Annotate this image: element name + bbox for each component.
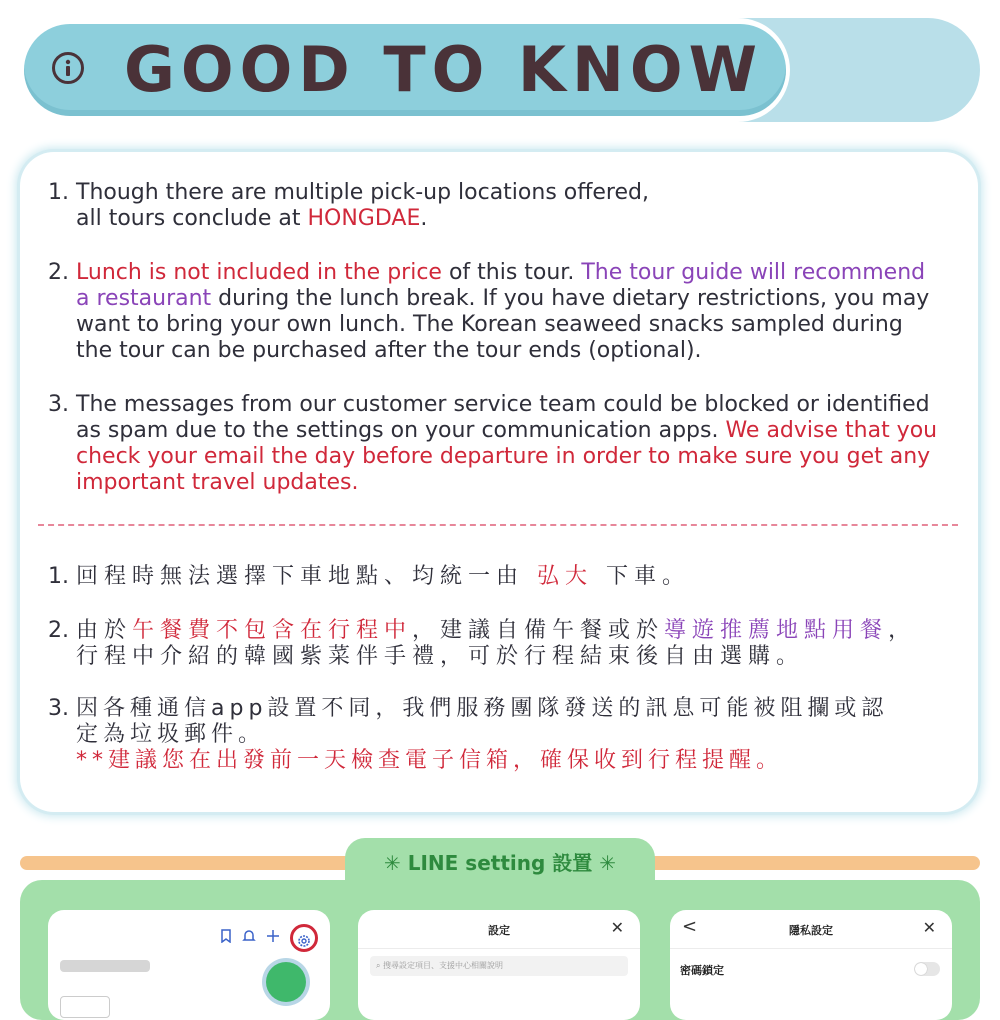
- gear-icon[interactable]: [290, 924, 318, 952]
- item-number: 2.: [48, 260, 69, 285]
- body-text: 回程時無法選擇下車地點、均統一由: [76, 564, 537, 589]
- item-number: 3.: [48, 696, 69, 721]
- profile-name-placeholder: [60, 960, 150, 972]
- red-highlight-text: We advise that you: [725, 418, 938, 443]
- item-text: [76, 618, 948, 670]
- body-text: The messages from our customer service team could be blocked or identified: [76, 392, 930, 417]
- item-text: [76, 696, 948, 774]
- close-icon[interactable]: ✕: [922, 918, 936, 937]
- item-number: 1.: [48, 180, 69, 205]
- red-highlight-text: 弘大: [537, 564, 594, 589]
- back-icon[interactable]: <: [682, 916, 698, 937]
- body-text: 由於: [76, 618, 133, 643]
- body-text: all tours conclude at: [76, 206, 308, 231]
- body-text: 行程中介紹的韓國紫菜伴手禮，可於行程結束後自由選購。: [76, 644, 805, 669]
- body-text: 因各種通信app設置不同，我們服務團隊發送的訊息可能被阻攔或認: [76, 696, 889, 721]
- passcode-lock-toggle[interactable]: [914, 962, 940, 976]
- item-text: [76, 392, 948, 496]
- bookmark-icon[interactable]: [220, 929, 232, 947]
- item-number: 2.: [48, 618, 69, 643]
- info-circle-icon: [52, 52, 84, 84]
- header-separator: [358, 948, 640, 949]
- red-highlight-text: 午餐費不包含在行程中: [132, 618, 413, 643]
- chinese-item-2: [48, 618, 948, 670]
- red-highlight-text: HONGDAE: [307, 206, 421, 231]
- item-text: [76, 564, 948, 590]
- purple-highlight-text: 導遊推薦地點用餐: [664, 618, 889, 643]
- english-item-3: [48, 392, 948, 496]
- body-text: Though there are multiple pick-up locations offered,: [76, 180, 649, 205]
- body-text: 定為垃圾郵件。: [76, 722, 266, 747]
- red-highlight-text: check your email the day before departure in order to make sure you get any: [76, 444, 931, 469]
- english-item-2: [48, 260, 948, 364]
- purple-highlight-text: a restaurant: [76, 286, 212, 311]
- body-text: 下車。: [593, 564, 691, 589]
- phone-screenshot-home: [48, 910, 330, 1020]
- profile-button-placeholder[interactable]: [60, 996, 110, 1018]
- red-highlight-text: **建議您在出發前一天檢查電子信箱，確保收到行程提醒。: [76, 748, 784, 773]
- phone-toolbar: [220, 924, 318, 952]
- dashed-divider: [38, 524, 958, 526]
- item-number: 1.: [48, 564, 69, 589]
- body-text: of this tour.: [441, 260, 582, 285]
- item-text: [76, 180, 948, 232]
- close-icon[interactable]: ✕: [610, 918, 624, 937]
- body-text: want to bring your own lunch. The Korean seaweed snacks sampled during: [76, 312, 903, 337]
- chinese-item-3: [48, 696, 948, 774]
- passcode-lock-label: 密碼鎖定: [680, 964, 724, 977]
- body-text: ，: [888, 618, 917, 643]
- add-friend-icon[interactable]: [266, 929, 280, 947]
- page-title: GOOD TO KNOW: [124, 33, 763, 106]
- search-placeholder: 搜尋設定項目、支援中心相關說明: [383, 961, 504, 970]
- item-number: 3.: [48, 392, 69, 417]
- chinese-item-1: [48, 564, 948, 590]
- body-text: the tour can be purchased after the tour ends (optional).: [76, 338, 702, 363]
- phone-screenshot-settings: [358, 910, 640, 1020]
- privacy-title: 隱私設定: [789, 924, 833, 937]
- phone-screenshot-privacy: [670, 910, 952, 1020]
- body-text: ，建議自備午餐或於: [412, 618, 665, 643]
- settings-search-input[interactable]: [370, 956, 628, 976]
- body-text: .: [420, 206, 428, 231]
- red-highlight-text: Lunch is not included in the price: [76, 260, 442, 285]
- red-highlight-text: important travel updates.: [76, 470, 359, 495]
- line-setting-tab: ✳ LINE setting 設置 ✳: [345, 838, 655, 890]
- item-text: [76, 260, 948, 364]
- avatar[interactable]: [266, 962, 306, 1002]
- settings-title: 設定: [488, 924, 510, 937]
- purple-highlight-text: The tour guide will recommend: [581, 260, 926, 285]
- body-text: as spam due to the settings on your communication apps.: [76, 418, 726, 443]
- bell-icon[interactable]: [242, 929, 256, 947]
- english-item-1: [48, 180, 948, 232]
- body-text: during the lunch break. If you have dietary restrictions, you may: [211, 286, 930, 311]
- search-icon: ⌕: [376, 961, 384, 970]
- header-separator: [670, 948, 952, 949]
